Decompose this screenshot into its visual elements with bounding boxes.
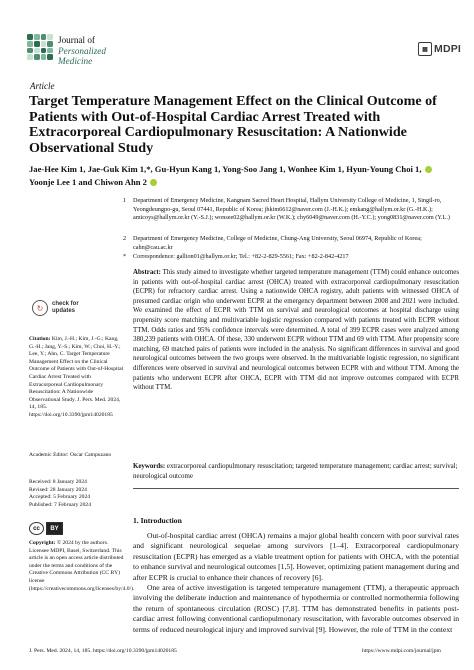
correspondence — [123, 253, 458, 262]
date-accepted: Accepted: 5 February 2024 — [29, 494, 91, 501]
check-updates-line1: check for — [52, 301, 79, 308]
authors-line2: Yoonje Lee 1 and Chiwon Ahn 2 — [29, 176, 147, 187]
affiliation-number: 2 — [123, 235, 127, 242]
section-divider — [133, 488, 459, 489]
publisher-name: MDPI — [434, 43, 462, 55]
logo-tile — [34, 54, 40, 60]
refresh-icon: ↻ — [32, 300, 48, 316]
keywords — [133, 462, 459, 481]
logo-tile — [41, 54, 47, 60]
logo-tile — [34, 48, 40, 54]
orcid-icon[interactable] — [425, 166, 432, 173]
journal-logo — [27, 34, 53, 60]
copyright-block — [29, 540, 135, 593]
journal-name-line2: Personalized — [58, 45, 106, 56]
affiliation-number: * — [123, 253, 127, 260]
logo-tile — [47, 54, 53, 60]
affiliation-text: Correspondence: gallion01@hallym.or.kr; Tel.: +82-2-829-5561; Fax: +82-2-842-4217 — [133, 253, 349, 260]
article-title: Target Temperature Management Effect on the Clinical Outcome of Patients with Out-of-Hospital Cardiac Arrest Treated with Extracorporeal Cardiopulmonary Resuscitation: A Nationwide Observational Study — [29, 93, 437, 156]
keywords-text: extracorporeal cardiopulmonary resuscitation; targeted temperature management; cardiac arrest; survival; neurological outcome — [133, 463, 458, 480]
journal-name — [58, 35, 106, 67]
logo-tile — [27, 54, 33, 60]
logo-tile — [41, 48, 47, 54]
footer-citation: J. Pers. Med. 2024, 14, 185. https://doi.org/10.3390/jpm14020185 — [29, 648, 177, 654]
article-type: Article — [30, 81, 55, 91]
logo-tile — [27, 41, 33, 47]
logo-tile — [47, 48, 53, 54]
date-published: Published: 7 February 2024 — [29, 501, 91, 508]
author-list — [29, 163, 461, 188]
copyright-label: Copyright: — [29, 540, 56, 546]
citation-text: Kim, J.-H.; Kim, J.-G.; Kang, G.-H.; Jang, Y.-S.; Kim, W.; Choi, H.-Y.; Lee, Y.; Ahn, C. Target Temperature Management Effect on the Clinical Outcome of Patients with Out-of-Hospital Cardiac Arrest Treated with Extracorporeal Cardiopulmonary Resuscitation: A Nationwide Observational Study. J. Pers. Med. 2024, 14, 185. https://doi.org/10.3390/jpm14020185 — [29, 336, 124, 418]
journal-name-line3: Medicine — [58, 56, 93, 66]
logo-tile — [27, 34, 33, 40]
copyright-text: © 2024 by the authors. Licensee MDPI, Basel, Switzerland. This article is an open access article distributed under the terms and conditions of the Creative Commons Attribution (CC BY) license (https://creativecommons.org/licenses/by/4.0/). — [29, 540, 135, 592]
paragraph: Out-of-hospital cardiac arrest (OHCA) remains a major global health concern with poor survival rates and significant neurological sequelae among survivors [1–4]. Extracorporeal cardiopulmonary resuscitation (ECPR) has emerged as a viable treatment option for patients with OHCA, with the potential to enhance survival and neurological outcomes [1,5]. However, optimizing patient management during and after ECPR is crucial to enhance their chances of recovery [6]. — [133, 531, 459, 582]
citation-block — [29, 336, 125, 420]
keywords-label: Keywords: — [133, 463, 166, 470]
date-received: Received: 8 January 2024 — [29, 479, 87, 485]
logo-tile — [41, 34, 47, 40]
by-icon: BY — [46, 522, 63, 535]
logo-tile — [34, 41, 40, 47]
citation-label: Citation: — [29, 336, 51, 342]
affiliation-1 — [123, 197, 458, 223]
cc-icon: cc — [29, 522, 44, 535]
mdpi-badge-icon: ▦ — [418, 42, 432, 56]
journal-name-line1: Journal of — [58, 35, 95, 45]
footer-link[interactable]: https://www.mdpi.com/journal/jpm — [362, 648, 441, 654]
check-for-updates-button[interactable] — [32, 300, 79, 316]
orcid-icon[interactable] — [150, 179, 157, 186]
academic-editor: Academic Editor: Oscar Campuzano — [29, 452, 112, 458]
affiliation-text: Department of Emergency Medicine, Kangnam Sacred Heart Hospital, Hallym University College of Medicine, 1, Singil-ro, Yeongdeungpo-gu, Seoul 07441, Republic of Korea; jhkim6612@naver.com (J.-H.K.); emkang@hallym.or.kr (G.-H.K.); amicoys@hallym.or.kr (Y.-S.J.); wonsee02@hallym.or.kr (W.K.); chy6049@naver.com (H.-Y.C.); yong0831@naver.com (Y.L.) — [133, 197, 450, 222]
abstract-text: This study aimed to investigate whether targeted temperature management (TTM) could enhance outcomes in patients with out-of-hospital cardiac arrest (OHCA) treated with extracorporeal cardiopulmonary resuscitation (ECPR) for refractory cardiac arrest. Using a nationwide OHCA registry, adult patients with witnessed OHCA of presumed cardiac origin who underwent ECPR at the emergency department between 2008 and 2021 were included. We examined the effect of ECPR with TTM on survival and neurological outcomes at hospital discharge using propensity score matching and multivariable logistic regression compared with patients treated with ECPR without TTM. Odds ratios and 95% confidence intervals were determined. A total of 399 ECPR cases were analyzed among 380,239 patients with OHCA. Of these, 330 underwent ECPR without TTM and 69 with TTM. After propensity score matching, 69 matched pairs of patients were included in the analysis. No significant differences in survival and good neurological outcomes between the two groups were observed. In the multivariable logistic regression, no significant differences were observed in survival and neurological outcomes between ECPR with and without TTM. Among the patients who underwent ECPR after OHCA, ECPR with TTM did not improve outcomes compared with ECPR without TTM. — [133, 269, 460, 392]
publication-dates — [29, 479, 125, 509]
affiliation-text: Department of Emergency Medicine, College of Medicine, Chung-Ang University, Seoul 06974, Republic of Korea; cahn@cau.ac.kr — [133, 235, 422, 251]
logo-tile — [34, 34, 40, 40]
paragraph: One area of active investigation is targeted temperature management (TTM), a therapeutic approach involving the deliberate induction and maintenance of hypothermia or controlled normothermia following the return of spontaneous circulation (ROSC) [7,8]. TTM has demonstrated benefits in patients post-cardiac arrest following conventional cardiopulmonary resuscitation, with favorable outcomes observed in terms of reduced neurological injury and improved survival [9]. However, the role of TTM in the context — [133, 583, 459, 634]
abstract — [133, 268, 459, 393]
publisher-logo — [418, 42, 461, 56]
logo-tile — [47, 41, 53, 47]
logo-tile — [47, 34, 53, 40]
cc-license-badge[interactable] — [29, 522, 63, 535]
affiliation-2 — [123, 235, 458, 252]
authors-line1: Jae-Hee Kim 1, Jae-Guk Kim 1,*, Gu-Hyun Kang 1, Yong-Soo Jang 1, Wonhee Kim 1, Hyun-Young Choi 1, — [29, 164, 422, 174]
section-heading: 1. Introduction — [133, 516, 182, 525]
affiliation-number: 1 — [123, 197, 127, 204]
abstract-label: Abstract: — [133, 269, 161, 276]
check-updates-line2: updates — [52, 308, 76, 314]
logo-tile — [41, 41, 47, 47]
date-revised: Revised: 28 January 2024 — [29, 486, 87, 493]
logo-tile — [27, 48, 33, 54]
